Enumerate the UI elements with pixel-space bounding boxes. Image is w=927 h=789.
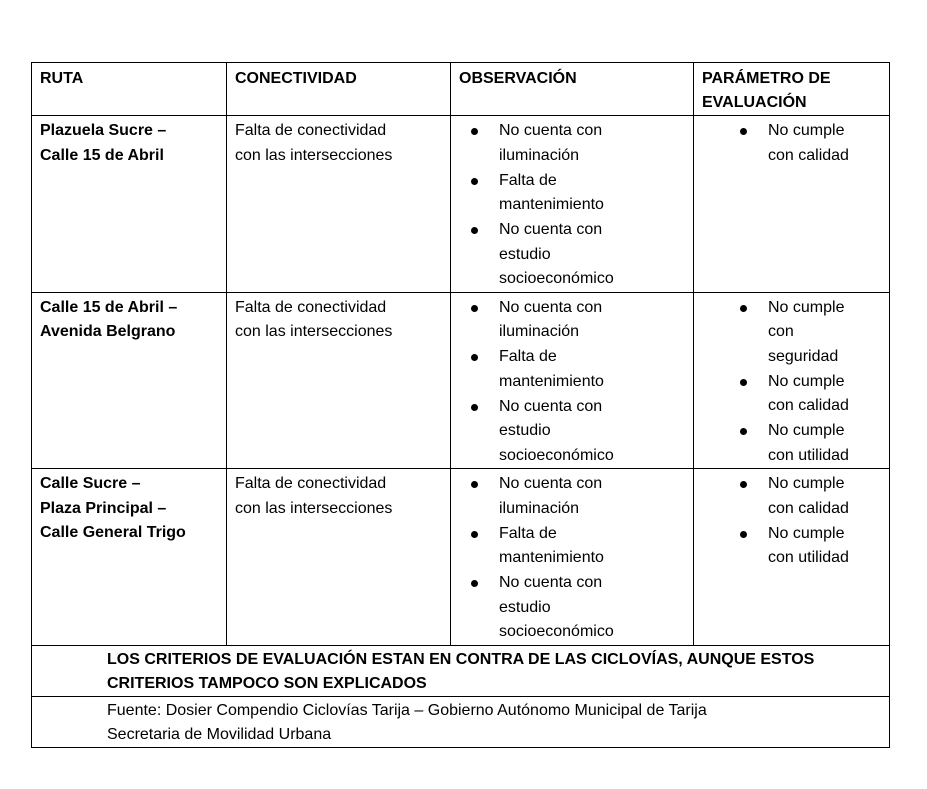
header-observacion bbox=[451, 63, 694, 116]
observacion-line: No cuenta con bbox=[499, 574, 603, 591]
source-cell bbox=[32, 696, 890, 747]
conectividad-cell bbox=[227, 469, 451, 646]
bullet-icon bbox=[740, 128, 747, 135]
observacion-cell bbox=[451, 469, 694, 646]
observacion-cell bbox=[451, 292, 694, 469]
header-ruta bbox=[32, 63, 227, 116]
observacion-line: estudio bbox=[499, 245, 551, 263]
ruta-cell bbox=[32, 292, 227, 469]
parametro-cell bbox=[694, 292, 890, 469]
observacion-item bbox=[459, 169, 685, 218]
parametro-list bbox=[702, 119, 881, 168]
observacion-list bbox=[459, 472, 685, 645]
conectividad-line: con las intersecciones bbox=[235, 499, 393, 517]
header-row bbox=[32, 63, 890, 116]
observacion-line: socioeconómico bbox=[499, 623, 614, 640]
parametro-line: No cumple bbox=[768, 475, 845, 492]
observacion-line: socioeconómico bbox=[499, 270, 614, 287]
parametro-list bbox=[702, 296, 881, 469]
bullet-icon bbox=[471, 580, 478, 587]
observacion-line: No cuenta con bbox=[499, 122, 603, 139]
observacion-item bbox=[459, 218, 685, 292]
bullet-icon bbox=[740, 428, 747, 435]
observacion-item bbox=[459, 395, 685, 469]
evaluation-table bbox=[31, 62, 890, 748]
observacion-line: iluminación bbox=[499, 499, 580, 517]
parametro-cell bbox=[694, 116, 890, 293]
header-parametro-label-line1: PARÁMETRO DE bbox=[702, 70, 831, 87]
observacion-line: No cuenta con bbox=[499, 397, 603, 415]
ruta-line: Plazuela Sucre – bbox=[40, 122, 167, 139]
parametro-line: No cumple bbox=[768, 122, 845, 139]
ruta-line: Calle 15 de Abril – bbox=[40, 298, 178, 316]
parametro-line: con calidad bbox=[768, 499, 849, 517]
ruta-cell bbox=[32, 469, 227, 646]
bullet-icon bbox=[740, 379, 747, 386]
observacion-line: No cuenta con bbox=[499, 298, 603, 316]
parametro-list bbox=[702, 472, 881, 571]
observacion-list bbox=[459, 296, 685, 469]
observacion-item bbox=[459, 296, 685, 345]
observacion-cell bbox=[451, 116, 694, 293]
observacion-line: mantenimiento bbox=[499, 196, 604, 213]
observacion-item bbox=[459, 472, 685, 521]
parametro-item bbox=[702, 419, 881, 468]
parametro-line: con bbox=[768, 323, 794, 340]
parametro-line: No cumple bbox=[768, 298, 845, 316]
parametro-line: con utilidad bbox=[768, 549, 849, 566]
source-row bbox=[32, 696, 890, 747]
note-row bbox=[32, 645, 890, 696]
conectividad-cell bbox=[227, 292, 451, 469]
observacion-line: iluminación bbox=[499, 146, 580, 164]
header-ruta-label: RUTA bbox=[40, 70, 84, 87]
parametro-line: seguridad bbox=[768, 347, 839, 365]
observacion-line: socioeconómico bbox=[499, 446, 614, 464]
conectividad-cell bbox=[227, 116, 451, 293]
observacion-line: No cuenta con bbox=[499, 475, 603, 492]
observacion-line: mantenimiento bbox=[499, 549, 604, 566]
observacion-line: Falta de bbox=[499, 524, 557, 542]
note-cell bbox=[32, 645, 890, 696]
header-parametro bbox=[694, 63, 890, 116]
conectividad-line: con las intersecciones bbox=[235, 323, 393, 340]
header-conectividad bbox=[227, 63, 451, 116]
observacion-list bbox=[459, 119, 685, 292]
observacion-item bbox=[459, 571, 685, 645]
conectividad-line: Falta de conectividad bbox=[235, 298, 387, 316]
parametro-cell bbox=[694, 469, 890, 646]
ruta-line: Calle General Trigo bbox=[40, 524, 186, 541]
bullet-icon bbox=[471, 128, 478, 135]
parametro-line: No cumple bbox=[768, 372, 845, 390]
ruta-line: Plaza Principal – bbox=[40, 499, 167, 517]
parametro-item bbox=[702, 296, 881, 370]
observacion-line: estudio bbox=[499, 422, 551, 439]
parametro-line: con calidad bbox=[768, 397, 849, 414]
table-row bbox=[32, 469, 890, 646]
ruta-line: Avenida Belgrano bbox=[40, 323, 176, 340]
conectividad-line: con las intersecciones bbox=[235, 146, 393, 164]
bullet-icon bbox=[471, 178, 478, 185]
bullet-icon bbox=[471, 227, 478, 234]
ruta-line: Calle 15 de Abril bbox=[40, 146, 164, 164]
bullet-icon bbox=[740, 481, 747, 488]
observacion-line: Falta de bbox=[499, 171, 557, 189]
source-line: Secretaria de Movilidad Urbana bbox=[107, 725, 332, 743]
bullet-icon bbox=[740, 531, 747, 538]
observacion-line: iluminación bbox=[499, 323, 580, 340]
parametro-line: No cumple bbox=[768, 422, 845, 439]
bullet-icon bbox=[471, 481, 478, 488]
parametro-item bbox=[702, 119, 881, 168]
note-line: LOS CRITERIOS DE EVALUACIÓN ESTAN EN CONTRA DE LAS CICLOVÍAS, AUNQUE ESTOS bbox=[107, 650, 815, 668]
observacion-line: estudio bbox=[499, 598, 551, 616]
conectividad-line: Falta de conectividad bbox=[235, 475, 387, 492]
bullet-icon bbox=[740, 305, 747, 312]
bullet-icon bbox=[471, 531, 478, 538]
table-row bbox=[32, 292, 890, 469]
note-line: CRITERIOS TAMPOCO SON EXPLICADOS bbox=[107, 674, 427, 692]
source-line: Fuente: Dosier Compendio Ciclovías Tarija – Gobierno Autónomo Municipal de Tarija bbox=[107, 701, 707, 719]
observacion-line: mantenimiento bbox=[499, 372, 604, 390]
parametro-line: con utilidad bbox=[768, 446, 849, 464]
bullet-icon bbox=[471, 305, 478, 312]
parametro-item bbox=[702, 522, 881, 571]
parametro-line: con calidad bbox=[768, 146, 849, 164]
observacion-item bbox=[459, 119, 685, 168]
ruta-cell bbox=[32, 116, 227, 293]
observacion-line: No cuenta con bbox=[499, 221, 603, 238]
header-conectividad-label: CONECTIVIDAD bbox=[235, 70, 357, 87]
header-observacion-label: OBSERVACIÓN bbox=[459, 70, 577, 87]
parametro-item bbox=[702, 370, 881, 419]
bullet-icon bbox=[471, 354, 478, 361]
header-parametro-label-line2: EVALUACIÓN bbox=[702, 94, 807, 111]
observacion-item bbox=[459, 345, 685, 394]
table-body bbox=[32, 63, 890, 748]
ruta-line: Calle Sucre – bbox=[40, 475, 141, 492]
bullet-icon bbox=[471, 404, 478, 411]
conectividad-line: Falta de conectividad bbox=[235, 122, 387, 139]
table-row bbox=[32, 116, 890, 293]
observacion-line: Falta de bbox=[499, 348, 557, 365]
observacion-item bbox=[459, 522, 685, 571]
parametro-line: No cumple bbox=[768, 524, 845, 542]
parametro-item bbox=[702, 472, 881, 521]
